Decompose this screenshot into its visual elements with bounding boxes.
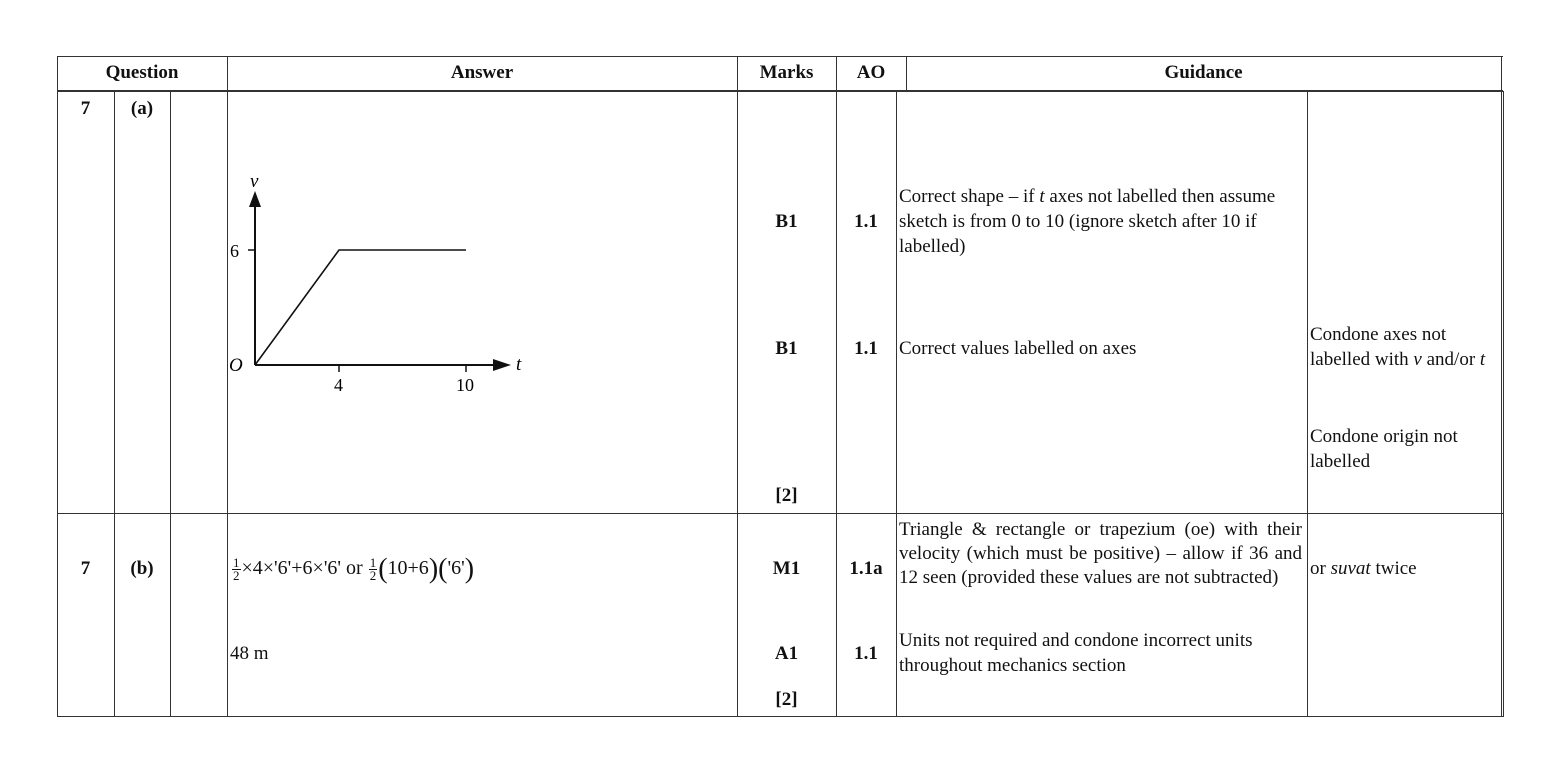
note-variable: v — [1413, 349, 1422, 370]
note-text-part: and/or — [1426, 349, 1476, 370]
answer-expression: ×4×'6'+6×'6' — [241, 557, 342, 579]
v-axis-label: v — [250, 171, 259, 192]
table-right-border — [1501, 56, 1502, 717]
additional-guidance-note — [1310, 322, 1498, 372]
half-fraction — [232, 554, 241, 583]
x-tick-label: 10 — [456, 375, 474, 395]
col-divider — [737, 56, 738, 717]
note-text-part: twice — [1375, 558, 1417, 579]
table-bottom-border — [57, 716, 1503, 717]
header-answer: Answer — [450, 62, 514, 83]
note-text-part: Condone axes not labelled with — [1310, 324, 1447, 370]
additional-guidance-note: Condone origin not labelled — [1310, 426, 1458, 472]
total-marks: [2] — [775, 485, 798, 506]
header-question: Question — [105, 62, 179, 83]
note-text-part: or — [1310, 558, 1326, 579]
v-axis-arrowhead — [249, 191, 261, 207]
fraction-numerator: 1 — [233, 554, 240, 570]
question-part: (a) — [130, 98, 154, 119]
fraction-numerator: 1 — [369, 554, 377, 570]
velocity-time-graph — [227, 165, 537, 405]
col-divider — [1307, 91, 1308, 717]
ao-code: 1.1 — [854, 211, 878, 232]
answer-expression: '6' — [447, 557, 465, 579]
y-tick-label: 6 — [230, 241, 239, 261]
mark-code: B1 — [775, 338, 798, 359]
col-divider — [836, 56, 837, 717]
header-ao: AO — [856, 62, 886, 83]
row-divider — [57, 513, 1503, 514]
total-marks: [2] — [775, 689, 798, 710]
mark-code: A1 — [774, 643, 799, 664]
question-number: 7 — [80, 558, 91, 579]
fraction-denominator: 2 — [233, 567, 240, 583]
guidance-text: Triangle & rectangle or trapezium (oe) with their velocity (which must be positive) – allow if 36 and 12 seen (provided these values are not subtracted) — [899, 519, 1302, 588]
table-left-border — [57, 56, 58, 717]
final-answer: 48 m — [230, 643, 269, 664]
guidance-text: Units not required and condone incorrect units throughout mechanics section — [899, 630, 1253, 676]
question-part: (b) — [130, 558, 154, 579]
ao-code: 1.1a — [849, 558, 883, 579]
guidance-text — [899, 184, 1303, 259]
velocity-line — [255, 250, 466, 365]
x-tick-label: 4 — [334, 375, 343, 395]
answer-or: or — [346, 557, 363, 579]
fraction-denominator: 2 — [369, 567, 377, 583]
col-divider — [170, 91, 171, 717]
table-right-border-inner — [1503, 91, 1504, 717]
guidance-text-part: axes not labelled then assume sketch is from 0 to 10 (ignore sketch after 10 if labelled) — [899, 186, 1276, 257]
header-bottom-border — [57, 90, 1503, 92]
note-variable: t — [1479, 349, 1486, 370]
header-marks: Marks — [759, 62, 814, 83]
t-axis-arrowhead — [493, 359, 511, 371]
note-italic-term: suvat — [1330, 558, 1371, 579]
header-guidance: Guidance — [1164, 62, 1243, 83]
origin-label: O — [229, 355, 243, 376]
question-number: 7 — [80, 98, 91, 119]
additional-guidance-note — [1310, 556, 1498, 581]
guidance-variable: t — [1039, 186, 1045, 207]
answer-working: $\frac{1}{2}$ ×4×'6'+6×'6' or $\frac{1}{2}$ (10+6)('6') — [233, 553, 475, 585]
ao-code: 1.1 — [854, 643, 878, 664]
col-divider — [896, 91, 897, 717]
t-axis-label: t — [516, 354, 522, 375]
ao-code: 1.1 — [854, 338, 878, 359]
guidance-text: Correct values labelled on axes — [899, 338, 1137, 359]
col-divider — [114, 91, 115, 717]
answer-expression: 10+6 — [387, 557, 429, 579]
mark-code: B1 — [775, 211, 798, 232]
half-fraction — [369, 554, 378, 583]
mark-code: M1 — [772, 558, 801, 579]
guidance-text-part: Correct shape – if — [899, 186, 1035, 207]
